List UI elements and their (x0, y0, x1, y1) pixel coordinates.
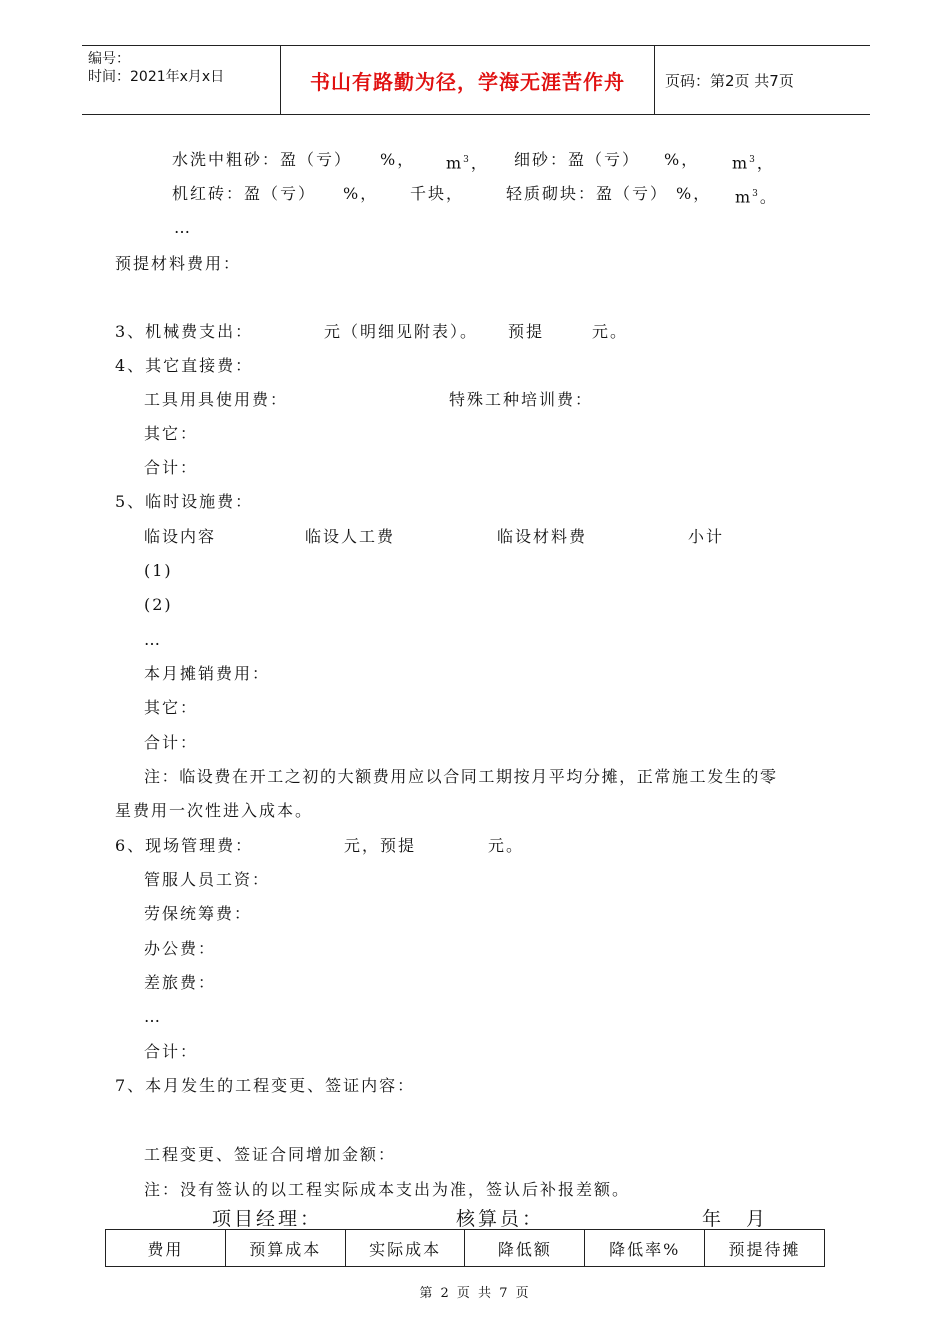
th-prealloc: 预提待摊 (728, 1239, 801, 1259)
sec5-col1: 临设内容 (144, 527, 217, 546)
sec5-col4: 小计 (688, 527, 725, 546)
time-label: 时间：2021年x月x日 (88, 69, 225, 85)
sec6-office: 办公费： (144, 939, 217, 958)
sec3-yuan: 元。 (592, 322, 629, 341)
sec4-other: 其它： (144, 424, 199, 443)
m3-1: $m^3$， (446, 153, 489, 173)
sec5-amort: 本月摊销费用： (144, 664, 271, 683)
period: 。 (759, 187, 778, 207)
sec5-total: 合计： (144, 733, 199, 752)
m3-unit: m (732, 153, 750, 173)
sec6-total: 合计： (144, 1042, 199, 1061)
motto: 书山有路勤为径，学海无涯苦作舟 (281, 46, 655, 114)
th-reduction-rate: 降低率% (585, 1230, 705, 1266)
sec6-travel: 差旅费： (144, 973, 217, 992)
sig-month: 月 (746, 1208, 769, 1230)
sec6-label: 6、现场管理费： (115, 836, 254, 855)
sec6-ellipsis: … (144, 1007, 162, 1026)
sec5-item1: (1) (144, 561, 173, 580)
sec7-increase: 工程变更、签证合同增加金额： (144, 1145, 397, 1164)
sec5-ellipsis: … (144, 630, 162, 649)
sec5-col2: 临设人工费 (305, 527, 396, 546)
ellipsis: … (174, 218, 192, 237)
comma: ， (470, 153, 489, 173)
page-info: 页码：第2页 共7页 (665, 71, 794, 90)
sec6-yuan: 元。 (488, 836, 525, 855)
sec4-total: 合计： (144, 458, 199, 477)
sec3-detail: 元（明细见附表）。 (324, 322, 479, 341)
sec5-label: 5、临时设施费： (115, 492, 254, 511)
thousand: 千块， (410, 184, 465, 203)
pct: %， (664, 150, 700, 169)
header-meta (82, 46, 281, 114)
m3-unit: m (735, 187, 753, 207)
page-footer: 第 2 页 共 7 页 (419, 1286, 531, 1301)
th-cost: 费用 (106, 1230, 226, 1266)
page-header (82, 45, 870, 115)
sand-coarse: 水洗中粗砂：盈（亏） (172, 150, 353, 169)
m3-3: $m^3$。 (735, 187, 778, 207)
comma: ， (756, 153, 775, 173)
sec4-tools: 工具用具使用费： (144, 390, 289, 409)
pct: %， (343, 184, 379, 203)
sec4-training: 特殊工种培训费： (449, 390, 594, 409)
sec4-label: 4、其它直接费： (115, 356, 254, 375)
sec6-wages: 管服人员工资： (144, 870, 271, 889)
th-reduction: 降低额 (465, 1230, 585, 1266)
prealloc-materials: 预提材料费用： (115, 254, 242, 273)
sec5-item2: (2) (144, 595, 173, 614)
th-actual: 实际成本 (346, 1230, 466, 1266)
sig-accountant: 核算员： (456, 1208, 545, 1230)
sig-manager: 项目经理： (212, 1208, 323, 1230)
th-budget: 预算成本 (226, 1230, 346, 1266)
sec3-label: 3、机械费支出： (115, 322, 254, 341)
sec3-prov: 预提 (508, 322, 545, 341)
sec6-yuan-prov: 元，预提 (344, 836, 417, 855)
sec5-note-2: 星费用一次性进入成本。 (115, 801, 314, 820)
sand-fine: 细砂：盈（亏） (514, 150, 641, 169)
sec7-note: 注：没有签认的以工程实际成本支出为准，签认后补报差额。 (144, 1180, 631, 1199)
sec5-col3: 临设材料费 (497, 527, 588, 546)
sec6-insurance: 劳保统筹费： (144, 904, 253, 923)
pct: %， (676, 184, 712, 203)
cost-table-header (105, 1229, 825, 1267)
brick: 机红砖：盈（亏） (172, 184, 317, 203)
m3-2: $m^3$， (732, 153, 775, 173)
block: 轻质砌块：盈（亏） (506, 184, 669, 203)
sig-year: 年 (702, 1208, 725, 1230)
sec5-note-1: 注：临设费在开工之初的大额费用应以合同工期按月平均分摊，正常施工发生的零 (144, 767, 778, 786)
sec5-other: 其它： (144, 698, 199, 717)
number-label: 编号： (88, 51, 130, 67)
sec7-label: 7、本月发生的工程变更、签证内容： (115, 1076, 416, 1095)
m3-unit: m (446, 153, 464, 173)
pct: %， (380, 150, 416, 169)
